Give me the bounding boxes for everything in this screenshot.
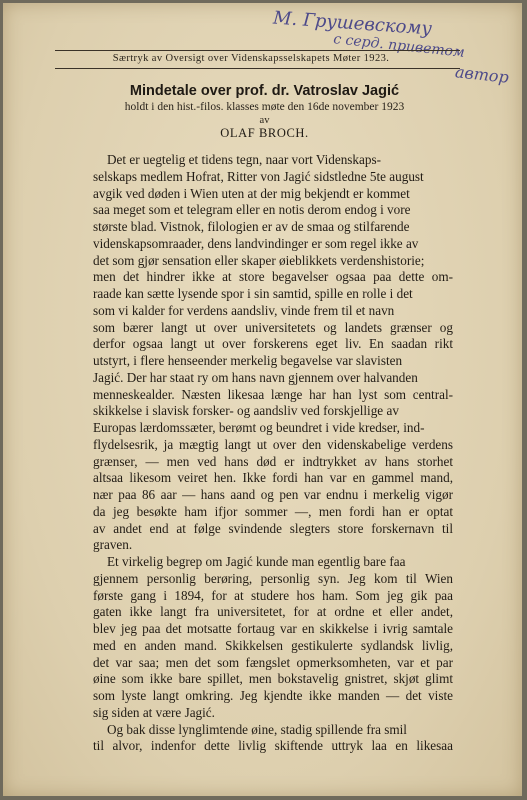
author-name: OLAF BROCH. bbox=[220, 126, 309, 140]
body-line: menneskealder. Næsten likesaa længe har han lyst som central- bbox=[93, 386, 453, 402]
handwritten-inscription-line-2: с серд. приветом bbox=[332, 31, 466, 61]
body-line: avgik ved døden i Wien uten at der mig bekjendt er kommet bbox=[93, 185, 410, 201]
header-rule-bottom bbox=[55, 68, 460, 69]
body-line: som lyste langt omkring. Jeg kjendte ikke manden — det viste bbox=[93, 688, 453, 703]
body-line: sig siden at være Jagić. bbox=[93, 704, 215, 720]
body-line: altsaa likesom veiret hen. Ikke fordi han var en gammel mand, bbox=[93, 470, 453, 486]
body-line: grænser, — men ved hans død er indtrykket av hans storhet bbox=[93, 453, 453, 469]
body-line: graven. bbox=[93, 537, 133, 553]
body-line: Europas lærdomssæter, berømt og beundret i vide kredser, ind- bbox=[93, 420, 425, 435]
body-line: første gang i 1894, for at studere hos ham. Som jeg gik paa bbox=[93, 587, 453, 603]
byline-av: av bbox=[259, 115, 270, 126]
body-line: øine som ikke bare spillet, men bokstavelig gnistret, skjøt glimt bbox=[93, 671, 453, 687]
page-title: Mindetale over prof. dr. Vatroslav Jagić bbox=[129, 83, 400, 99]
body-line: raade kan sætte lysende spor i sin samtid, spille en rolle i det bbox=[93, 286, 413, 301]
body-line: nær paa 86 aar — hans aand og pen var endnu i merkelig vigør bbox=[93, 487, 453, 502]
body-line: Og bak disse lynglimtende øine, stadig spillende fra smil bbox=[107, 721, 407, 737]
body-line: men det hindrer ikke at store begavelser ogsaa paa dette om- bbox=[93, 269, 453, 285]
body-line: da jeg besøkte ham ifjor sommer —, men fordi han er optat bbox=[93, 503, 453, 519]
body-line: gjennem personlig berøring, personlig syn. Jeg kom til Wien bbox=[93, 570, 453, 586]
page-subtitle: holdt i den hist.-filos. klasses møte den 16de november 1923 bbox=[124, 101, 405, 113]
body-line: største blad. Vistnok, filologien er av de smaa og stilfarende bbox=[93, 219, 410, 234]
body-line: skikkelse i slavisk forsker- og aandsliv ved forskjellige av bbox=[93, 403, 399, 419]
handwritten-inscription-line-1: М. Грушевскому bbox=[272, 7, 433, 40]
body-line: utstyrt, i flere henseender merkelig begavelse var slavisten bbox=[93, 353, 403, 368]
body-line: med en anden mand. Skikkelsen gestikulerte sydlandsk livlig, bbox=[93, 637, 453, 653]
body-line: flydelsesrik, ja mægtig langt ut over den videnskabelige verdens bbox=[93, 436, 453, 452]
body-line: derfor ogsaa langt ut over forskerens eget liv. En saadan rikt bbox=[93, 336, 453, 352]
body-line: saa meget som et telegram eller en notis derom endog i vore bbox=[93, 202, 411, 218]
body-line: av andet end at følge svindende slegters store forskernavn til bbox=[93, 520, 453, 536]
body-text bbox=[93, 152, 453, 755]
offprint-header: Særtryk av Oversigt over Videnskapsselskapets Møter 1923. bbox=[112, 53, 390, 64]
body-line: som bærer langt ut over universitetets og landets grænser og bbox=[93, 319, 453, 335]
body-line: til alvor, indenfor dette livlig skiftende uttryk laa en likesaa bbox=[93, 738, 453, 754]
body-line: det som gjør sensation eller skaper øieblikkets verdenshistorie; bbox=[93, 252, 425, 268]
handwritten-inscription-line-3: автор bbox=[454, 62, 510, 87]
body-line: gaten ikke langt fra universitetet, for at ordne et eller andet, bbox=[93, 604, 453, 620]
header-rule-top bbox=[55, 50, 460, 51]
body-line: Det er uegtelig et tidens tegn, naar vort Videnskaps- bbox=[107, 152, 381, 167]
body-line: Et virkelig begrep om Jagić kunde man egentlig bare faa bbox=[107, 554, 406, 569]
body-line: selskaps medlem Hofrat, Ritter von Jagić sidstledne 5te august bbox=[93, 168, 424, 184]
document-page bbox=[3, 3, 522, 796]
body-line: blev jeg paa det motsatte fortaug var en skikkelse i ivrig samtale bbox=[93, 621, 453, 636]
body-line: videnskapsomraader, dens landvindinger er som regel ikke av bbox=[93, 235, 419, 251]
body-line: Jagić. Der har staat ry om hans navn gjennem over halvanden bbox=[93, 369, 418, 385]
body-line: det var saa; men det som fængslet opmerksomheten, var et par bbox=[93, 654, 453, 670]
body-line: som vi kalder for verdens aandsliv, vinde frem til et navn bbox=[93, 302, 395, 318]
